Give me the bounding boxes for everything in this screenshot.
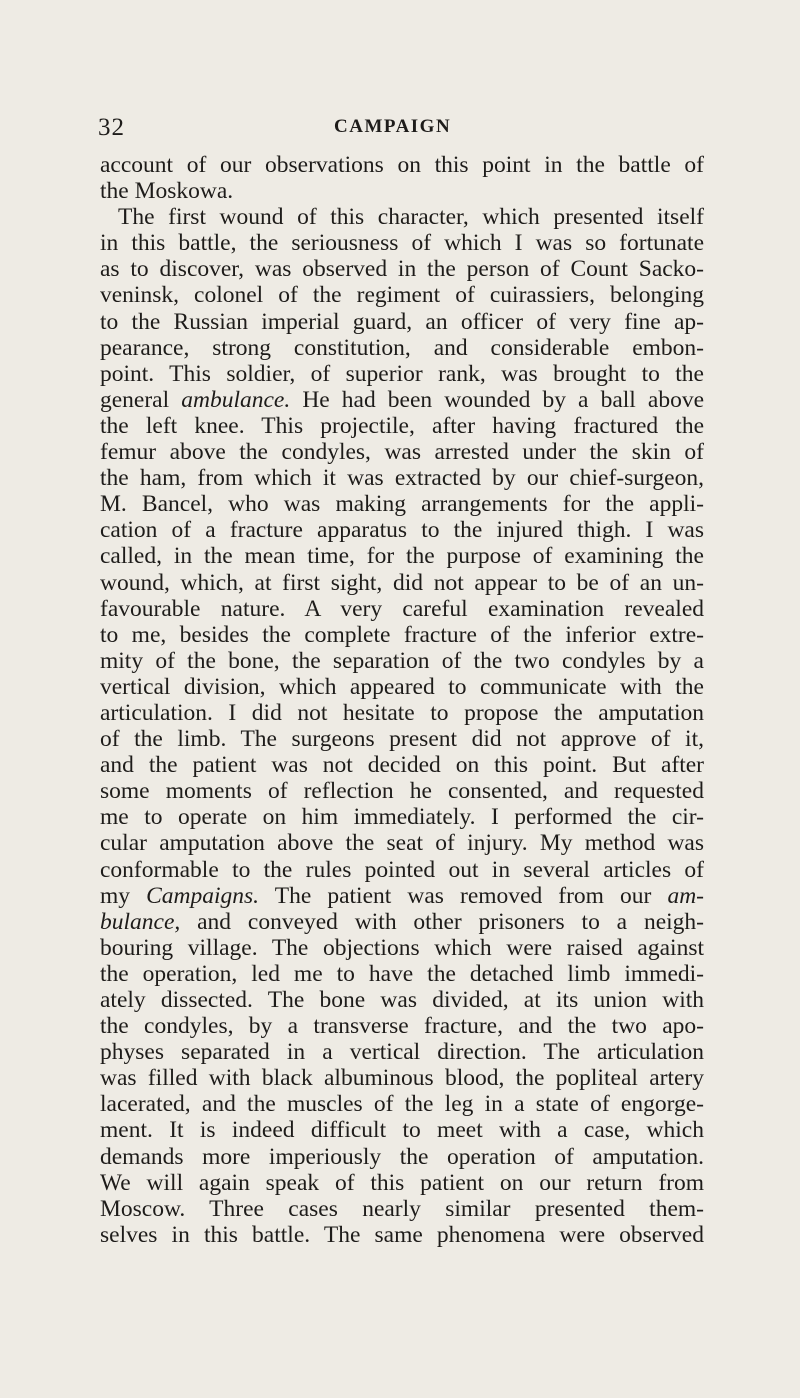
- text-line: the Moskowa.: [100, 178, 234, 205]
- text-line: wound, which, at first sight, did not appear to be of an un-: [100, 569, 704, 596]
- text-line: point. This soldier, of superior rank, was brought to the: [100, 360, 704, 387]
- text-line: bouring village. The objections which were raised against: [100, 934, 704, 961]
- text-segment: The patient was removed from our: [259, 882, 668, 909]
- text-line: [100, 883, 704, 909]
- text-line: [100, 909, 704, 935]
- text-line: The first wound of this character, which presented itself: [118, 204, 704, 231]
- running-head: CAMPAIGN: [334, 116, 452, 137]
- text-line: called, in the mean time, for the purpose of examining the: [100, 543, 704, 570]
- body-text: [100, 152, 704, 1248]
- text-segment: and conveyed with other prisoners to a neigh-: [180, 908, 704, 935]
- text-line: me to operate on him immediately. I performed the cir-: [100, 804, 704, 831]
- text-line: favourable nature. A very careful examination revealed: [100, 595, 704, 622]
- text-line: We will again speak of this patient on our return from: [100, 1169, 704, 1196]
- text-line: conformable to the rules pointed out in several articles of: [100, 856, 704, 883]
- text-line: physes separated in a vertical direction. The articulation: [100, 1039, 704, 1066]
- text-line: cation of a fracture apparatus to the injured thigh. I was: [100, 517, 704, 544]
- page-number: 32: [98, 114, 125, 141]
- text-line: in this battle, the seriousness of which I was so fortunate: [100, 230, 704, 257]
- text-line: M. Bancel, who was making arrangements for the appli-: [100, 491, 704, 518]
- text-line: the operation, led me to have the detached limb immedi-: [100, 960, 704, 987]
- italic-term: Campaigns.: [146, 882, 260, 909]
- text-line: to the Russian imperial guard, an officer of very fine ap-: [100, 308, 704, 335]
- text-segment: general: [100, 386, 182, 413]
- text-line: demands more imperiously the operation of amputation.: [100, 1143, 704, 1170]
- italic-term: ambulance.: [181, 386, 291, 413]
- italic-term: am-: [667, 882, 704, 909]
- text-line: [100, 387, 704, 413]
- italic-term: bulance,: [100, 908, 181, 935]
- text-line: Moscow. Three cases nearly similar presented them-: [100, 1195, 704, 1222]
- text-line: femur above the condyles, was arrested under the skin of: [100, 439, 704, 466]
- text-line: vertical division, which appeared to communicate with the: [100, 673, 704, 700]
- text-line: lacerated, and the muscles of the leg in a state of engorge-: [100, 1091, 704, 1118]
- text-line: ment. It is indeed difficult to meet with a case, which: [100, 1117, 704, 1144]
- text-line: ately dissected. The bone was divided, at its union with: [100, 987, 704, 1013]
- text-line: as to discover, was observed in the person of Count Sacko-: [100, 256, 704, 283]
- text-line: cular amputation above the seat of injury. My method was: [100, 830, 704, 857]
- text-line: of the limb. The surgeons present did not approve of it,: [100, 726, 704, 753]
- text-segment: He had been wounded by a ball above: [290, 386, 704, 413]
- text-line: was filled with black albuminous blood, the popliteal artery: [100, 1065, 704, 1092]
- text-line: and the patient was not decided on this point. But after: [100, 752, 704, 779]
- text-line: mity of the bone, the separation of the two condyles by a: [100, 647, 704, 674]
- text-line: some moments of reflection he consented, and requested: [100, 778, 704, 805]
- text-line: to me, besides the complete fracture of the inferior extre-: [100, 621, 704, 648]
- text-line: the ham, from which it was extracted by our chief-surgeon,: [100, 465, 704, 492]
- text-line: the condyles, by a transverse fracture, and the two apo-: [100, 1013, 704, 1040]
- text-line: pearance, strong constitution, and considerable embon-: [100, 334, 704, 361]
- text-line: account of our observations on this point in the battle of: [100, 152, 704, 178]
- text-line: the left knee. This projectile, after having fractured the: [100, 412, 704, 439]
- text-line: articulation. I did not hesitate to propose the amputation: [100, 699, 704, 726]
- text-segment: my: [100, 882, 147, 909]
- text-line: veninsk, colonel of the regiment of cuirassiers, belonging: [100, 282, 704, 309]
- text-line: selves in this battle. The same phenomena were observed: [100, 1221, 704, 1248]
